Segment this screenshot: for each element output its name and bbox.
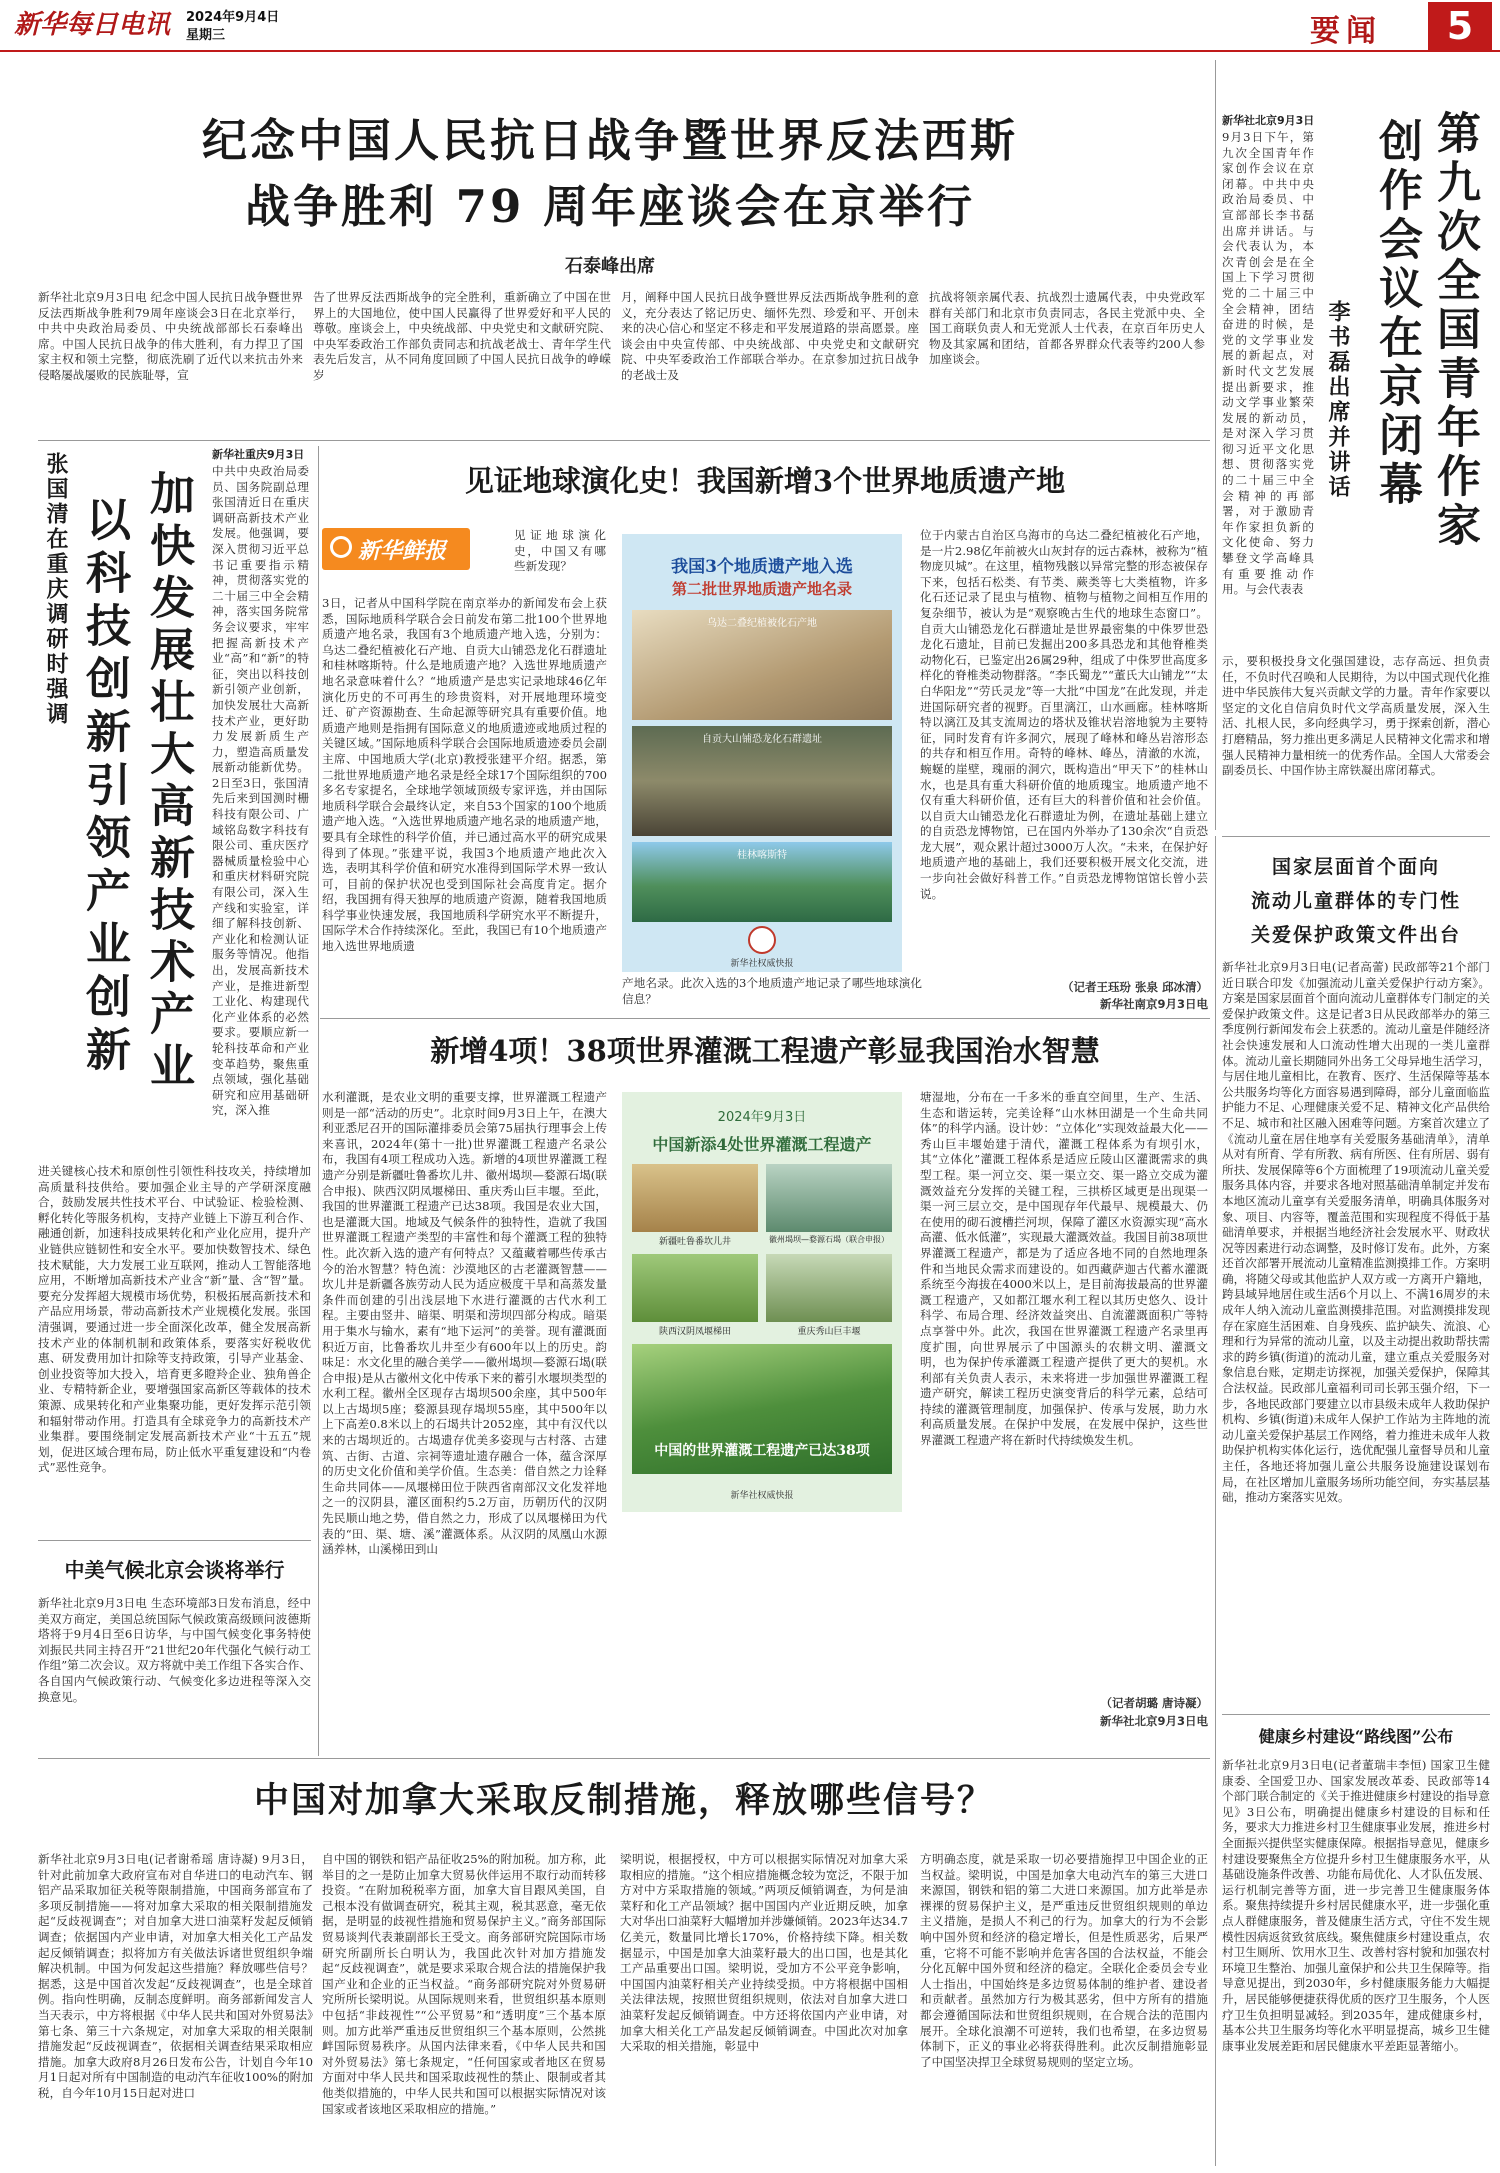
divider: [38, 440, 1210, 441]
irrigation-poster-title: 中国新添4处世界灌溉工程遗产: [652, 1135, 872, 1154]
chongqing-headline-col1: 加快发展壮大高新技术产业: [142, 470, 195, 1094]
divider: [1215, 60, 1216, 830]
irrigation-headline: 新增4项！38项世界灌溉工程遗产彰显我国治水智慧: [430, 1034, 1100, 1068]
poster-label-3: 桂林喀斯特: [737, 850, 787, 861]
canada-column-3: 梁明说，根据授权，中方可以根据实际情况对加拿大采取相应的措施。“这个相应措施概念较为宽泛，不限于加方对中方采取措施的领域。”两项反倾销调查，为何是油菜籽和化工产品领域？据中国国内产业近期反映，加拿大对华出口油菜籽大幅增加并涉嫌倾销。2023年达34.7亿美元，数量同比增长170%，价格持续下降。相关数据显示，中国是加拿大油菜籽最大的出口国，也是其化工产品重要出口国。梁明说，受加方不公平竞争影响，中国国内油菜籽相关产业持续受损。中方将根据中国相关法律法规，按照世贸组织规则，依法对自加拿大进口油菜籽发起反倾销调查。中方还将依国内产业申请，对加拿大相关化工产品发起反倾销调查。中国此次对加拿大采取的相关措施，彰显中: [620, 1852, 908, 2054]
children-body: 新华社北京9月3日电(记者高蕾) 民政部等21个部门近日联合印发《加强流动儿童关爱保护行动方案》。方案是国家层面首个面向流动儿童群体专门制定的关爱保护政策文件。这是记者3日从民政部举办的第三季度例行新闻发布会上获悉的。流动儿童是伴随经济社会快速发展和人口流动性增大出现的一类儿童群体。流动儿童长期随同外出务工父母异地生活学习，与居住地儿童相比，在教育、医疗、生活保障等基本公共服务均等化方面容易遇到障碍，部分儿童面临监护能力不足、心理健康关爱不足、精神文化产品供给不足、城市和社区融入困难等问题。方案首次建立了《流动儿童在居住地享有关爱服务基础清单》，清单从对有所育、学有所教、病有所医、住有所居、弱有所扶、发展保障等6个方面梳理了19项流动儿童关爱服务具体内容，并要求各地对照基础清单制定并发布本地区流动儿童享有关爱服务清单，明确具体服务对象、项目、内容等，覆盖范围和实现程度不得低于基础清单要求，并根据当地经济社会发展水平、财政状况等因素进行动态调整，及时修订发布。此外，方案还首次部署开展流动儿童精准监测摸排工作。方案明确，将随父母或其他监护人双方或一方离开户籍地，跨县域异地居住或生活6个月以上、不满16周岁的未成年人纳入流动儿童监测摸排范围。对监测摸排发现存在家庭生活困难、自身残疾、监护缺失、流浪、心理和行为异常的流动儿童，以及主动提出救助帮扶需求的跨乡镇(街道)的流动儿童，建立重点关爱服务对象信息台账，定期走访探视，加强关爱保护，保障其合法权益。民政部儿童福利司司长郭玉强介绍，下一步，各地民政部门要建立以市县级未成年人救助保护机构、乡镇(街道)未成年人保护工作站为主阵地的流动儿童关爱保护基层工作网络，着力推进未成年人救助保护机构实体化运行，选优配强儿童督导员和儿童主任，各地还将加强儿童公共服务设施建设谋划布局，在社区增加儿童服务场所功能空间，夯实基层基础，推动方案落实见效。: [1222, 960, 1490, 1505]
youth-headline-col1: 第九次全国青年作家: [1429, 110, 1480, 551]
geoheritage-badge: [322, 528, 470, 570]
children-headline-line3: 关爱保护政策文件出台: [1250, 924, 1461, 946]
irrigation-body-b: 塘湿地，分布在一千多米的垂直空间里，生产、生活、生态和谐运转，完美诠释“山水林田湖是一个生命共同体”的科学内涵。设计妙：“立体化”实现效益最大化——秀山巨丰堰始建于清代，灌溉工程体系为有坝引水，其“立体化”灌溉工程体系是适应丘陵山区灌溉需求的典型工程。渠一河立交、渠一渠立交、渠一路立交成为灌溉效益充分发挥的关键工程，三拱桥区域更是出现渠一渠一河三层立交，是中国现存年代最早、规模最大、仍在使用的砌石渡槽拦河坝，保障了灌区水资源实现“高水高灌、低水低灌”，实现最大灌溉效益。我国目前38项世界灌溉工程遗产，都是为了适应各地不同的自然地理条件和当地民众需求而建设的。如西藏萨迦古代蓄水灌溉系统至今海拔在4000米以上，是目前海拔最高的世界灌溉工程遗产，又如都江堰水利工程以其历史悠久、设计科学、布局合理、经济效益突出、自流灌溉面积广等特点享誉中外。此次，我国在世界灌溉工程遗产名录里再度扩围，向世界展示了中国源头的农耕文明、灌溉文明，也为保护传承灌溉工程遗产提供了更大的契机。水利部有关负责人表示，未来将进一步加强世界灌溉工程遗产研究，解读工程历史演变背后的科学元素，总结可持续的灌溉管理制度，加强保护、传承与发展，助力水利高质量发展。在保护中发展，在发展中保护，这些世界灌溉工程遗产将在新时代持续焕发生机。: [920, 1090, 1208, 1448]
badge-label: 新华鲜报: [358, 538, 447, 564]
fossil-photo: [632, 610, 892, 720]
geoheritage-poster: [622, 534, 902, 972]
irrigation-cap-1: 新疆吐鲁番坎儿井: [658, 1237, 731, 1247]
poster-title-line1: 我国3个地质遗产地入选: [671, 557, 853, 576]
canada-column-1: 新华社北京9月3日电(记者谢希瑶 唐诗凝) 9月3日，针对此前加拿大政府宣布对自华进口的电动汽车、钢铝产品采取加征关税等限制措施，中国商务部宣布了多项反制措施——将对加拿大采取的相关限制措施发起“反歧视调查”；对自加拿大进口油菜籽发起反倾销调查；依据国内产业申请，对加拿大相关化工产品发起反倾销调查；拟将加方有关做法诉诸世贸组织争端解决机制。中国为何发起这些措施？释放哪些信号？据悉，这是中国首次发起“反歧视调查”，也是全球首例。指向性明确，反制态度鲜明。商务部新闻发言人当天表示，中方将根据《中华人民共和国对外贸易法》第七条、第三十六条规定，对加拿大采取的相关限制措施发起“反歧视调查”，依据相关调查结果采取相应措施。加拿大政府8月26日发布公告，计划自今年10月1日起对所有中国制造的电动汽车征收100%的附加税，自今年10月15日起对进口: [38, 1852, 313, 2100]
youth-body-narrow: 9月3日下午，第九次全国青年作家创作会议在京闭幕。中共中央政治局委员、中宣部部长李书磊出席并讲话。与会代表认为，本次青创会是在全国上下学习贯彻党的二十届三中全会精神，团结奋进的时候，是党的文学事业发展的新起点，对新时代文艺发展提出新要求，推动文学事业繁荣发展的新动员，是对深入学习贯彻习近平文化思想、贯彻落实党的二十届三中全会精神的再部署，对于激励青年作家担负新的文化使命、努力攀登文学高峰具有重要推动作用。与会代表表: [1222, 130, 1314, 597]
children-headline-line1: 国家层面首个面向: [1271, 856, 1440, 878]
dinosaur-photo: [632, 726, 892, 836]
geoheritage-body-b: 位于内蒙古自治区乌海市的乌达二叠纪植被化石产地，是一片2.98亿年前被火山灰封存的远古森林，被称为“植物庞贝城”。在这里，植物残骸以异常完整的形态被保存下来，包括石松类、有节类、蕨类等七大类植物，许多化石还记录了昆虫与植物、植物与植物之间相互作用的复杂细节，被认为是“观察晚古生代的地球生态窗口”。自贡大山铺恐龙化石群遗址是世界最密集的中侏罗世恐龙化石遗址，目前已发掘出200多具恐龙和其他脊椎类动物化石，已鉴定出26属29种，组成了中侏罗世高度多样化的脊椎类动物群落。“李氏蜀龙”“董氏大山铺龙”“太白华阳龙”“劳氏灵龙”等一大批“中国龙”在此发现，并走进国际研究者的视野。百里漓江，山水画廊。桂林喀斯特以漓江及其支流周边的塔状及锥状岩溶地貌为主要特征，同时发育有许多洞穴，展现了峰林和峰丛岩溶形态的共存和相互作用。奇特的峰林、峰丛，清澈的水流，蜿蜒的崖壁，瑰丽的洞穴，既构造出“甲天下”的桂林山水，也是具有重大科研价值的地质瑰宝。地质遗产地不仅有重大科研价值，还有巨大的科普价值和社会价值。以自贡大山铺恐龙化石群遗址为例，在遗址基础上建立的自贡恐龙博物馆，已在国内外举办了130余次“自贡恐龙大展”，观众累计超过3000万人次。“未来，在保护好地质遗产地的基础上，我们还要积极开展文化交流，进一步向社会做好科普工作。”自贡恐龙博物馆馆长曾小芸说。: [920, 528, 1208, 901]
youth-body-wide: 示，要积极投身文化强国建设，志存高远、担负责任，不负时代召唤和人民期待，为以中国式现代化推进中华民族伟大复兴贡献文学的力量。青年作家要以坚定的文化自信肩负时代文学高质量发展，深入生活、扎根人民，多向经典学习，勇于探索创新，潜心打磨精品，努力推出更多满足人民精神文化需求和增强人民精神力量相统一的优秀作品。全国人大常委会副委员长、中国作协主席铁凝出席闭幕式。: [1222, 654, 1490, 778]
irrigation-poster-date: 2024年9月3日: [717, 1110, 807, 1124]
divider: [1222, 1714, 1490, 1715]
section-name: 要闻: [1310, 14, 1382, 46]
canada-headline: 中国对加拿大采取反制措施，释放哪些信号？: [253, 1780, 994, 1821]
masthead: [0, 0, 1500, 52]
irrigation-cap-4: 重庆秀山巨丰堰: [797, 1327, 861, 1337]
geoheritage-body-c: 产地名录。此次入选的3个地质遗产地记录了哪些地球演化信息？: [622, 976, 922, 1006]
dam-photo: [766, 1254, 892, 1322]
geoheritage-body-a: 3日，记者从中国科学院在南京举办的新闻发布会上获悉，国际地质科学联合会日前发布第二批100个世界地质遗产地名录，我国有3个地质遗产地入选，分别为：乌达二叠纪植被化石产地、自贡大山铺恐龙化石群遗址和桂林喀斯特。什么是地质遗产地？入选世界地质遗产地名录意味着什么？“地质遗产是忠实记录地球46亿年演化历史的不可再生的珍贵资料，对开展地理环境变迁、矿产资源勘查、生命起源等研究具有重要价值。地质遗产地则是指拥有国际意义的地质遗迹或地质过程的关键区域。”国际地质科学联合会国际地质遗迹委员会副主席、中国地质大学(北京)教授张建平介绍。据悉，第二批世界地质遗产地名录是经全球17个国际组织的700多名专家提名，全球地学领域顶级专家评选，并由国际地质科学联合会最终认定，来自53个国家的100个地质遗产地入选。“入选世界地质遗产地名录的地质遗产地，要具有全球性的科学价值，并已通过高水平的研究成果得到了体现。”张建平说，我国3个地质遗产地此次入选，表明其科学价值和研究水准得到国际学术界一致认可，目前的保护状况也受到国际社会高度肯定。据介绍，我国拥有得天独厚的地质遗产资源，随着我国地质科学事业快速发展，我国地质科学研究水平不断提升，国际学术合作持续深化。至此，我国已有10个地质遗产地入选世界地质遗: [322, 596, 607, 954]
chongqing-headline-col2: 以科技创新引领产业创新: [78, 496, 131, 1079]
youth-subhead: 李书磊出席并讲话: [1325, 300, 1351, 500]
geoheritage-dateline: 新华社南京9月3日电: [1099, 997, 1208, 1011]
chongqing-dateline: 新华社重庆9月3日: [212, 448, 305, 461]
youth-dateline: 新华社北京9月3日: [1222, 114, 1315, 127]
karst-photo: [632, 842, 892, 922]
canada-column-4: 方明确态度，就是采取一切必要措施捍卫中国企业的正当权益。梁明说，中国是加拿大电动汽车的第三大进口来源国，钢铁和铝的第二大进口来源国。加方此举是赤裸裸的贸易保护主义，是严重违反世贸组织规则的单边主义措施，是损人不利己的行为。加拿大的行为不会影响中国外贸和经济的稳定增长，但是性质恶劣，后果严重，它将不可能不影响并危害各国的合法权益，不能会分化瓦解中国外贸和经济的稳定。全联化企委员会专业人士指出，中国始终是多边贸易体制的维护者、建设者和贡献者。虽然加方行为极其恶劣，但中方所有的措施都会遵循国际法和世贸组织规则，在合规合法的范围内展开。全球化浪潮不可逆转，我们也希望，在多边贸易体制下，正义的事业必将获得胜利。此次反制措施彰显了中国坚决捍卫全球贸易规则的坚定立场。: [920, 1852, 1208, 2069]
lead-headline-line1: 纪念中国人民抗日战争暨世界反法西斯: [201, 114, 1018, 167]
lead-subhead: 石泰峰出席: [565, 256, 655, 277]
masthead-date: 2024年9月4日: [186, 10, 280, 24]
divider: [320, 1018, 1210, 1019]
canada-column-2: 自中国的钢铁和铝产品征收25%的附加税。加方称，此举目的之一是防止加拿大贸易伙伴运用不取行动而转移投资。“在附加税税率方面，加拿大盲目跟风美国，自己根本没有做调查研究，税其主观，税其恶意，毫无依据，是明显的歧视性措施和贸易保护主义。”商务部国际贸易谈判代表兼副部长王受文。商务部研究院国际市场研究所副所长白明认为，我国此次针对加方措施发起“反歧视调查”，就是要求采取合规合法的措施保护我国产业和企业的正当权益。“商务部研究院对外贸易研究所所长梁明说。从国际规则来看，世贸组织基本原则中包括“非歧视性”“公平贸易”和“透明度”三个基本原则。加方此举严重违反世贸组织三个基本原则，公然挑衅国际贸易秩序。从国内法律来看，《中华人民共和国对外贸易法》第七条规定，“任何国家或者地区在贸易方面对中华人民共和国采取歧视性的禁止、限制或者其他类似措施的，中华人民共和国可以根据实际情况对该国家或者该地区采取相应的措施。”: [322, 1852, 606, 2116]
divider: [318, 446, 319, 1756]
irrigation-poster: [622, 1092, 902, 1512]
lead-column-1: 新华社北京9月3日电 纪念中国人民抗日战争暨世界反法西斯战争胜利79周年座谈会3日在北京举行，中共中央政治局委员、中央统战部部长石泰峰出席。中国人民抗日战争的伟大胜利，有力捍卫了国家主权和领土完整，彻底洗刷了近代以来抗击外来侵略屡战屡败的民族耻辱，宣: [38, 290, 303, 382]
irrigation-cap-3: 陕西汉阴凤堰梯田: [658, 1327, 731, 1337]
divider: [1215, 836, 1216, 2166]
climate-headline: 中美气候北京会谈将举行: [64, 1558, 285, 1582]
youth-headline-col2: 创作会议在京闭幕: [1371, 118, 1422, 510]
poster-label-1: 乌达二叠纪植被化石产地: [707, 618, 817, 629]
page-number: 5: [1428, 2, 1492, 50]
geoheritage-byline: （记者王珏玢 张泉 邱冰清）: [1061, 980, 1208, 994]
children-headline-line2: 流动儿童群体的专门性: [1250, 890, 1461, 912]
chongqing-body-wide: 进关键核心技术和原创性引领性科技攻关，持续增加高质量科技供给。要加强企业主导的产学研深度融合，鼓励发展共性技术平台、中试验证、检验检测、孵化转化等服务机构，支持产业链上下游互利合作、融通创新，加速科技成果转化和产业化应用，提升产业链供应链韧性和安全水平。要加快数智技术、绿色技术赋能，大力发展工业互联网，推动人工智能落地应用，不断增加高新技术产业含“新”量、含“智”量。要充分发挥超大规模市场优势，积极拓展高新技术和产品应用场景，带动高新技术产业规模化发展。张国清强调，要通过进一步全面深化改革，健全发展高新技术产业的体制机制和政策体系，要落实好税收优惠、研发费用加计扣除等支持政策，引导产业基金、创业投资等加大投入，培育更多瞪羚企业、独角兽企业、专精特新企业，要增强国家高新区等载体的技术策源、成果转化和产业集聚功能，更好发挥示范引领和辐射带动作用。打造具有全球竞争力的高新技术产业集群。要围绕制定发展高新技术产业“十五五”规划，促进区域合理布局，防止低水平重复建设和“内卷式”恶性竞争。: [38, 1164, 311, 1475]
divider: [1222, 836, 1490, 837]
masthead-weekday: 星期三: [186, 28, 226, 42]
magnifier-icon: [330, 536, 352, 558]
rice-terrace-photo: [632, 1344, 892, 1474]
chongqing-subhead: 张国清在重庆调研时强调: [43, 452, 69, 727]
masthead-rule: [0, 50, 1500, 52]
lead-headline-line2: 战争胜利 79 周年座谈会在京举行: [245, 180, 975, 233]
irrigation-dateline: 新华社北京9月3日电: [1099, 1714, 1208, 1728]
geoheritage-headline: 见证地球演化史！我国新增3个世界地质遗产地: [464, 464, 1066, 498]
irrigation-byline: （记者胡璐 唐诗凝）: [1100, 1696, 1208, 1710]
lead-column-4: 抗战将领亲属代表、抗战烈士遗属代表，中央党政军群有关部门和北京市负责同志，各民主党派中央、全国工商联负责人和无党派人士代表，在京百年历史人物及其家属和团结，首都各界群众代表等约200人参加座谈会。: [929, 290, 1205, 367]
irrigation-poster-footer-title: 中国的世界灌溉工程遗产已达38项: [654, 1443, 870, 1459]
karez-photo: [632, 1164, 758, 1232]
chongqing-body-narrow: 中共中央政治局委员、国务院副总理张国清近日在重庆调研高新技术产业发展。他强调，要深入贯彻习近平总书记重要指示精神，贯彻落实党的二十届三中全会精神，落实国务院常务会议要求，牢牢把握高新技术产业“高”和“新”的特征，突出以科技创新引领产业创新，加快发展壮大高新技术产业，更好助力发展新质生产力，塑造高质量发展新动能新优势。2日至3日，张国清先后来到国测时栅科技有限公司、广域铭岛数字科技有限公司、重庆医疗器械质量检验中心和重庆材料研究院有限公司，深入生产线和实验室，详细了解科技创新、产业化和检测认证服务等情况。他指出，发展高新技术产业，是推进新型工业化、构建现代化产业体系的必然要求。要顺应新一轮科技革命和产业变革趋势，聚焦重点领域，强化基础研究和应用基础研究，深入推: [212, 464, 309, 1118]
poster-footer: 新华社权威快报: [730, 959, 794, 969]
masthead-logo: 新华每日电讯: [14, 10, 171, 40]
rural-health-body: 新华社北京9月3日电(记者董瑞丰李恒) 国家卫生健康委、全国爱卫办、国家发展改革委、民政部等14个部门联合制定的《关于推进健康乡村建设的指导意见》3日公布，明确提出健康乡村建设的目标和任务，要求大力推进乡村卫生健康事业发展，推进乡村全面振兴提供坚实健康保障。根据指导意见，健康乡村建设要聚焦全方位提升乡村卫生健康服务水平，从基础设施条件改善、功能布局优化、人才队伍发展、运行机制完善等方面，进一步完善卫生健康服务体系。聚焦持续提升乡村居民健康水平，进一步强化重点人群健康服务，普及健康生活方式，守住不发生规模性因病返贫致贫底线。聚焦健康乡村建设重点，农村卫生厕所、饮用水卫生、改善村容村貌和加强农村环境卫生整治、加强儿童保护和公共卫生保障等。指导意见提出，到2030年，乡村健康服务能力大幅提升，居民能够便捷获得优质的医疗卫生服务，个人医疗卫生负担明显减轻。到2035年，建成健康乡村，基本公共卫生服务均等化水平明显提高，城乡卫生健康事业发展差距和居民健康水平差距显著缩小。: [1222, 1758, 1490, 2053]
weir-photo: [766, 1164, 892, 1232]
lead-column-3: 月，阐释中国人民抗日战争暨世界反法西斯战争胜利的意义，充分表达了铭记历史、缅怀先烈、珍爱和平、开创未来的决心信心和坚定不移走和平发展道路的崇高愿景。座谈会由中央宣传部、中央统战部、中央党史和文献研究院、中央军委政治工作部联合举办。在京参加过抗日战争的老战士及: [621, 290, 919, 382]
divider: [38, 1758, 1210, 1759]
divider: [38, 1540, 311, 1541]
lead-column-2: 告了世界反法西斯战争的完全胜利，重新确立了中国在世界上的大国地位，使中国人民赢得了世界爱好和平人民的尊敬。座谈会上，中央统战部、中央党史和文献研究院、中央军委政治工作部负责同志和抗战老战士、青年学生代表先后发言，从不同角度回顾了中国人民抗日战争的峥嵘岁: [313, 290, 611, 382]
xinhua-seal-icon: [748, 926, 776, 954]
poster-title-line2: 第二批世界地质遗产地名录: [671, 580, 852, 598]
terrace-photo: [632, 1254, 758, 1322]
rural-health-headline: 健康乡村建设“路线图”公布: [1258, 1727, 1454, 1746]
geoheritage-intro: 见证地球演化史，中国又有哪些新发现？: [514, 528, 606, 574]
irrigation-cap-2: 徽州堨坝—婺源石堨（联合申报）: [769, 1235, 889, 1244]
climate-body: 新华社北京9月3日电 生态环境部3日发布消息，经中美双方商定，美国总统国际气候政策高级顾问波德斯塔将于9月4日至6日访华，与中国气候变化事务特使刘振民共同主持召开“21世纪20年代强化气候行动工作组”第二次会议。双方将就中美工作组下各实合作、各自国内气候政策行动、气候变化多边进程等深入交换意见。: [38, 1596, 311, 1704]
irrigation-body-a: 水利灌溉，是农业文明的重要支撑，世界灌溉工程遗产则是一部“活动的历史”。北京时间9月3日上午，在澳大利亚悉尼召开的国际灌排委员会第75届执行理事会上传来喜讯，2024年(第十一批)世界灌溉工程遗产名录公布，我国有4项工程成功入选。新增的4项世界灌溉工程遗产分别是新疆吐鲁番坎儿井、徽州堨坝—婺源石堨(联合申报)、陕西汉阴凤堰梯田、重庆秀山巨丰堰。至此，我国的世界灌溉工程遗产已达38项。我国是农业大国，也是灌溉大国。地域及气候条件的独特性，造就了我国世界灌溉工程遗产类型的丰富性和每个灌溉工程的独特性。此次新入选的遗产有何特点？又蕴藏着哪些传承古今的治水智慧？特色流：沙漠地区的古老灌溉智慧——坎儿井是新疆各族劳动人民为适应极度干旱和高蒸发量条件而创建的引出浅层地下水进行灌溉的古代水利工程。主要由竖井、暗渠、明渠和涝坝四部分构成。暗渠用于集水与输水，素有“地下运河”的美誉。现有灌溉面积近万亩，比鲁番坎儿井至少有600年以上的历史。韵味足：水文化里的融合美学——徽州堨坝—婺源石堨(联合申报)是从古徽州文化中传承下来的蓄引水堰坝类型的水利工程。徽州全区现存古堨坝500余座，其中500年以上古堨坝5座；婺源县现存堨坝55座，其中500年以上下高差0.8米以上的石堨共计2052座，其中有汉代以来的古堨坝近的。古堨遗存优美多姿现与古村落、古建筑、古街、古道、宗祠等遗址遗存融合一体，蕴含深厚的历史文化价值和美学价值。生态美：借自然之力诠释生命共同体——凤堰梯田位于陕西省南部汉文化发祥地之一的汉阴县，灌区面积约5.2万亩，历朝历代的汉阴先民顺山地之势，借自然之力，形成了以凤堰梯田为代表的“田、渠、塘、溪”灌溉体系。从汉阴的凤凰山水源涵养林，山溪梯田到山: [322, 1090, 607, 1557]
irrigation-poster-footer: 新华社权威快报: [730, 1491, 794, 1501]
poster-label-2: 自贡大山铺恐龙化石群遗址: [702, 734, 822, 745]
